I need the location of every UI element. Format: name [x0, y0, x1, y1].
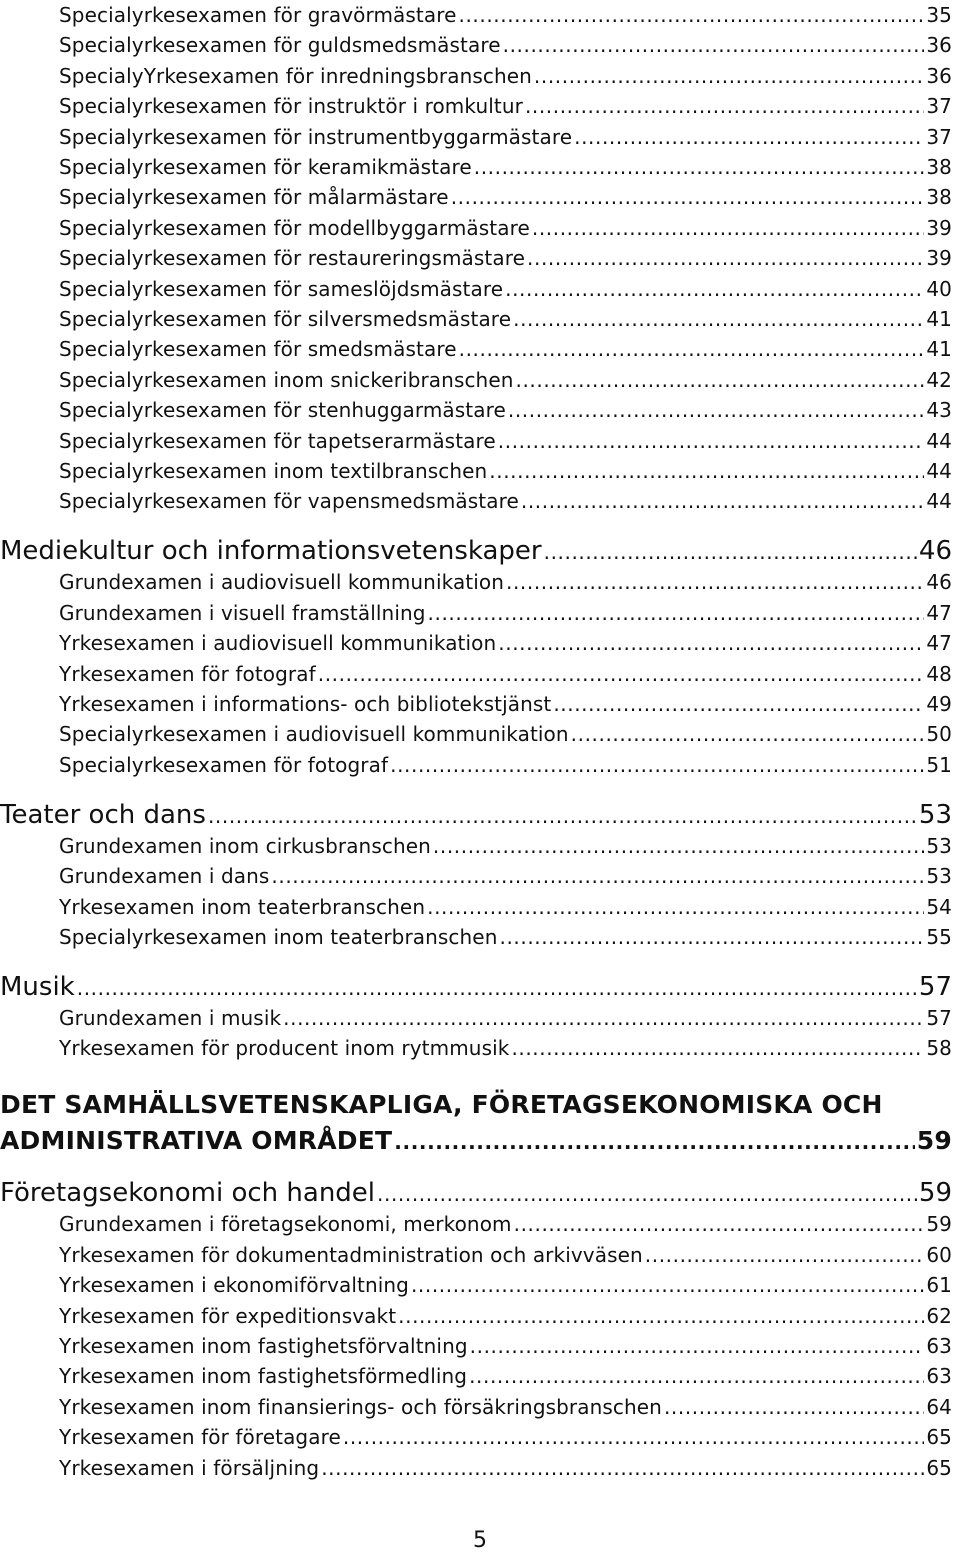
dot-leader [394, 1130, 915, 1154]
dot-leader [513, 307, 924, 331]
toc-entry[interactable] [59, 753, 952, 777]
toc-entry[interactable] [59, 662, 952, 686]
entry-page-number: 46 [918, 536, 952, 567]
dot-leader [532, 216, 924, 240]
toc-entry[interactable] [59, 64, 952, 88]
toc-entry[interactable] [59, 185, 952, 209]
toc-entry[interactable] [59, 1243, 952, 1267]
entry-title: Yrkesexamen för producent inom rytmmusik [59, 1036, 510, 1061]
toc-entry[interactable] [59, 94, 952, 118]
dot-leader [525, 94, 924, 118]
entry-page-number: 50 [926, 722, 952, 747]
entry-page-number: 44 [926, 428, 952, 453]
entry-page-number: 39 [926, 246, 952, 271]
toc-entry[interactable] [59, 216, 952, 240]
dot-leader [516, 368, 925, 392]
dot-leader [427, 895, 924, 919]
entry-title: Specialyrkesexamen för gravörmästare [59, 3, 457, 27]
entry-page-number: 40 [926, 276, 952, 301]
toc-entry[interactable] [59, 1425, 952, 1449]
entry-page-number: 53 [918, 799, 952, 830]
entry-page-number: 41 [926, 337, 952, 362]
entry-page-number: 59 [916, 1126, 952, 1156]
entry-page-number: 53 [926, 833, 952, 858]
dot-leader [433, 834, 924, 858]
dot-leader [343, 1425, 924, 1449]
toc-entry[interactable] [59, 277, 952, 301]
toc-entry[interactable] [59, 429, 952, 453]
toc-entry[interactable] [59, 368, 952, 392]
entry-title: Yrkesexamen för fotograf [59, 661, 316, 686]
toc-entry[interactable] [59, 398, 952, 422]
dot-leader [527, 246, 924, 270]
entry-title: Mediekultur och informationsvetenskaper [0, 536, 542, 567]
entry-page-number: 61 [926, 1273, 952, 1298]
toc-section-heading[interactable] [0, 972, 952, 1002]
entry-title: Specialyrkesexamen för tapetserarmästare [59, 428, 496, 453]
entry-page-number: 44 [926, 459, 952, 483]
entry-title: Specialyrkesexamen för vapensmedsmästare [59, 489, 519, 514]
toc-entry[interactable] [59, 1006, 952, 1030]
toc-entry[interactable] [59, 570, 952, 594]
dot-leader [664, 1395, 924, 1419]
dot-leader [511, 1036, 924, 1060]
entry-title: SpecialyYrkesexamen för inredningsbranschen [59, 63, 532, 88]
toc-entry[interactable] [59, 864, 952, 888]
entry-title: Yrkesexamen inom fastighetsförvaltning [59, 1334, 468, 1358]
toc-entry[interactable] [59, 1036, 952, 1060]
entry-page-number: 59 [926, 1212, 952, 1237]
toc-entry[interactable] [59, 459, 952, 483]
toc-entry[interactable] [59, 925, 952, 949]
dot-leader [390, 753, 924, 777]
entry-page-number: 38 [926, 185, 952, 210]
entry-page-number: 58 [926, 1036, 952, 1061]
toc-entry[interactable] [59, 125, 952, 149]
toc-entry[interactable] [59, 1212, 952, 1236]
entry-page-number: 53 [926, 864, 952, 889]
entry-title: Yrkesexamen inom fastighetsförmedling [59, 1364, 468, 1389]
page-number: 5 [473, 1528, 487, 1553]
dot-leader [459, 3, 925, 27]
entry-title: Yrkesexamen i informations- och bibliotekstjänst [59, 692, 552, 716]
entry-title: Grundexamen i dans [59, 864, 270, 889]
entry-title: Grundexamen inom cirkusbranschen [59, 833, 431, 858]
entry-title: Specialyrkesexamen inom textilbranschen [59, 459, 488, 483]
toc-entry[interactable] [59, 155, 952, 179]
dot-leader [534, 64, 924, 88]
dot-leader [505, 277, 924, 301]
dot-leader [498, 631, 924, 655]
entry-title: Teater och dans [0, 799, 206, 830]
dot-leader [508, 398, 924, 422]
entry-page-number: 57 [926, 1006, 952, 1030]
entry-title: Specialyrkesexamen inom snickeribranschen [59, 367, 514, 392]
dot-leader [489, 459, 924, 483]
toc-entry[interactable] [59, 631, 952, 655]
dot-leader [377, 1182, 917, 1206]
entry-page-number: 38 [926, 155, 952, 179]
entry-page-number: 64 [926, 1394, 952, 1419]
toc-entry[interactable] [59, 692, 952, 716]
entry-page-number: 54 [926, 894, 952, 919]
dot-leader [470, 1334, 925, 1358]
toc-entry[interactable] [59, 489, 952, 513]
entry-title: Specialyrkesexamen för silversmedsmästare [59, 307, 512, 331]
entry-title: Specialyrkesexamen för instrumentbyggarmästare [59, 124, 573, 149]
entry-title: Specialyrkesexamen för restaureringsmästare [59, 246, 526, 271]
entry-title: Yrkesexamen inom finansierings- och försäkringsbranschen [59, 1394, 662, 1419]
entry-title: Specialyrkesexamen för smedsmästare [59, 337, 457, 362]
entry-title: Specialyrkesexamen för stenhuggarmästare [59, 398, 506, 423]
entry-page-number: 65 [926, 1455, 952, 1480]
dot-leader [208, 804, 917, 828]
dot-leader [521, 489, 924, 513]
dot-leader [645, 1243, 925, 1267]
entry-title: Specialyrkesexamen för målarmästare [59, 185, 449, 210]
dot-leader [474, 155, 925, 179]
dot-leader [571, 722, 925, 746]
entry-page-number: 42 [926, 367, 952, 392]
entry-page-number: 36 [926, 33, 952, 58]
entry-page-number: 59 [918, 1178, 952, 1209]
dot-leader [544, 540, 917, 564]
toc-entry[interactable] [59, 246, 952, 270]
dot-leader [514, 1212, 925, 1236]
toc-major-heading[interactable] [0, 1126, 952, 1155]
entry-title: Specialyrkesexamen inom teaterbranschen [59, 925, 498, 949]
entry-page-number: 51 [926, 752, 952, 777]
dot-leader [283, 1006, 924, 1030]
entry-title: Grundexamen i företagsekonomi, merkonom [59, 1212, 512, 1237]
entry-page-number: 47 [926, 631, 952, 656]
entry-page-number: 37 [926, 94, 952, 119]
dot-leader [318, 662, 925, 686]
toc-entry[interactable] [59, 601, 952, 625]
entry-page-number: 55 [926, 925, 952, 949]
entry-page-number: 49 [926, 692, 952, 716]
entry-title: Specialyrkesexamen för keramikmästare [59, 155, 472, 179]
entry-title: Yrkesexamen i försäljning [59, 1455, 320, 1480]
entry-page-number: 57 [918, 972, 952, 1002]
dot-leader [411, 1273, 924, 1297]
dot-leader [499, 925, 924, 949]
entry-page-number: 63 [926, 1364, 952, 1389]
entry-title: Musik [0, 972, 75, 1002]
dot-leader [428, 601, 925, 625]
toc-entry[interactable] [59, 1334, 952, 1358]
toc-entry[interactable] [59, 834, 952, 858]
dot-leader [506, 570, 924, 594]
toc-entry[interactable] [59, 33, 952, 57]
entry-title: Företagsekonomi och handel [0, 1178, 376, 1209]
entry-page-number: 62 [926, 1303, 952, 1328]
dot-leader [451, 185, 925, 209]
entry-page-number: 41 [926, 307, 952, 331]
entry-title: Grundexamen i musik [59, 1006, 282, 1030]
dot-leader [574, 125, 924, 149]
toc-entry[interactable] [59, 895, 952, 919]
toc-entry[interactable] [59, 1304, 952, 1328]
toc-section-heading[interactable] [0, 800, 952, 830]
entry-page-number: 43 [926, 398, 952, 423]
entry-title: ADMINISTRATIVA OMRÅDET [0, 1126, 393, 1156]
entry-page-number: 47 [926, 600, 952, 625]
dot-leader [503, 33, 925, 57]
entry-page-number: 35 [926, 3, 952, 27]
entry-page-number: 36 [926, 63, 952, 88]
dot-leader [469, 1364, 924, 1388]
entry-page-number: 44 [926, 489, 952, 514]
entry-title: Specialyrkesexamen i audiovisuell kommunikation [59, 722, 569, 747]
toc-entry[interactable] [59, 1364, 952, 1388]
entry-title: Specialyrkesexamen för sameslöjdsmästare [59, 276, 504, 301]
toc-entry[interactable] [59, 1273, 952, 1297]
entry-title: Specialyrkesexamen för modellbyggarmästare [59, 215, 530, 240]
entry-page-number: 37 [926, 124, 952, 149]
toc-section-heading[interactable] [0, 1178, 952, 1208]
dot-leader [77, 976, 917, 1000]
toc-entry[interactable] [59, 722, 952, 746]
dot-leader [498, 429, 925, 453]
entry-page-number: 48 [926, 661, 952, 686]
toc-entry[interactable] [59, 3, 952, 27]
entry-page-number: 46 [926, 570, 952, 595]
entry-page-number: 63 [926, 1334, 952, 1358]
entry-title: Yrkesexamen för dokumentadministration och arkivväsen [59, 1242, 643, 1267]
entry-page-number: 65 [926, 1425, 952, 1450]
entry-page-number: 60 [926, 1242, 952, 1267]
entry-title: Yrkesexamen i ekonomiförvaltning [59, 1273, 409, 1298]
entry-title: Yrkesexamen inom teaterbranschen [59, 894, 426, 919]
entry-title: Grundexamen i visuell framställning [59, 600, 426, 625]
dot-leader [321, 1456, 924, 1480]
entry-title: Grundexamen i audiovisuell kommunikation [59, 570, 505, 595]
toc-entry[interactable] [59, 307, 952, 331]
major-heading-line: DET SAMHÄLLSVETENSKAPLIGA, FÖRETAGSEKONOMISKA OCH [0, 1090, 883, 1120]
entry-title: Specialyrkesexamen för fotograf [59, 752, 389, 777]
entry-title: Yrkesexamen för expeditionsvakt [59, 1303, 397, 1328]
dot-leader [459, 337, 925, 361]
entry-title: Specialyrkesexamen för instruktör i romkultur [59, 94, 523, 119]
toc-entry[interactable] [59, 1456, 952, 1480]
entry-title: Specialyrkesexamen för guldsmedsmästare [59, 33, 501, 58]
entry-title: Yrkesexamen för företagare [59, 1425, 341, 1450]
entry-page-number: 39 [926, 215, 952, 240]
entry-title: Yrkesexamen i audiovisuell kommunikation [59, 631, 497, 656]
toc-section-heading[interactable] [0, 536, 952, 566]
dot-leader [398, 1304, 924, 1328]
dot-leader [271, 864, 924, 888]
toc-entry[interactable] [59, 337, 952, 361]
dot-leader [553, 692, 924, 716]
toc-entry[interactable] [59, 1395, 952, 1419]
